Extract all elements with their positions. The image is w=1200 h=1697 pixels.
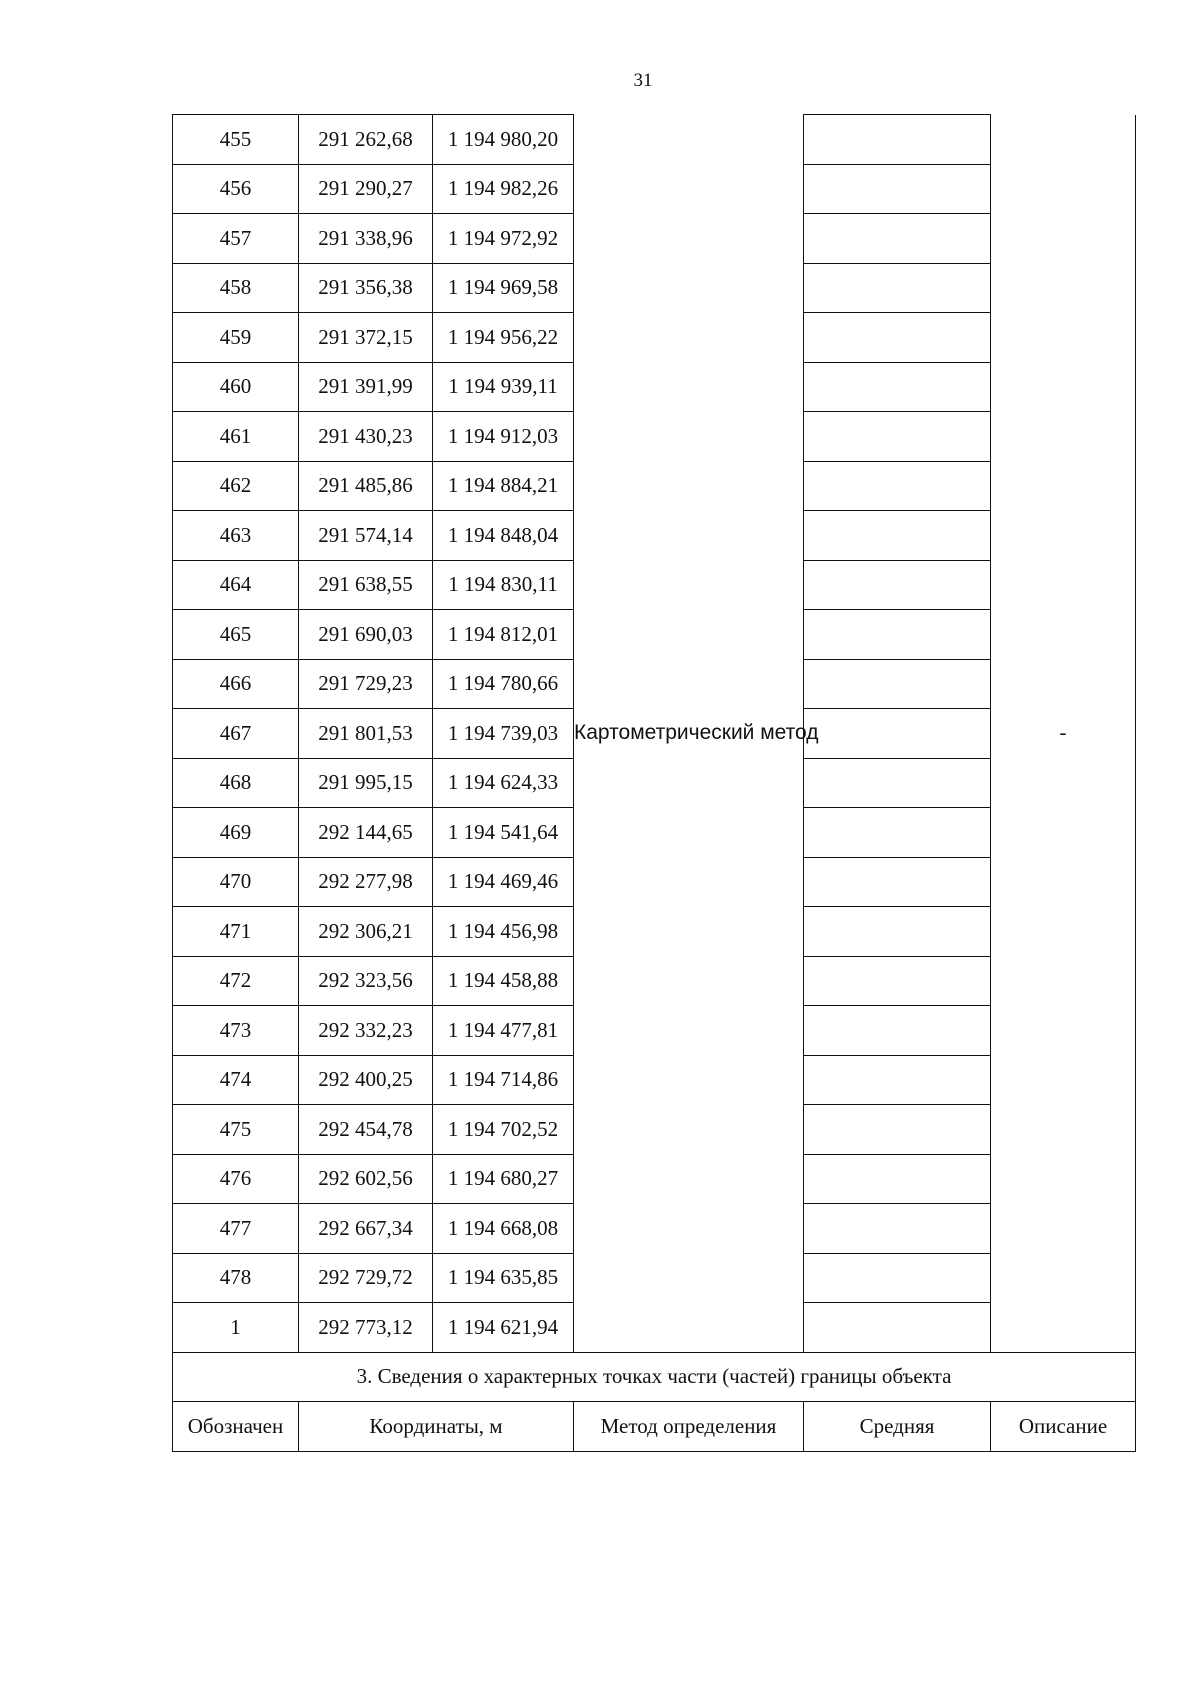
coordinate-y: 1 194 469,46 (433, 857, 574, 907)
accuracy-cell (804, 461, 991, 511)
point-number: 460 (173, 362, 299, 412)
coordinate-x: 292 602,56 (299, 1154, 433, 1204)
coordinate-x: 291 801,53 (299, 709, 433, 759)
accuracy-cell (804, 164, 991, 214)
accuracy-cell (804, 412, 991, 462)
accuracy-cell (804, 1303, 991, 1353)
section-title-row (173, 1352, 1136, 1402)
accuracy-cell (804, 1253, 991, 1303)
coordinate-x: 292 667,34 (299, 1204, 433, 1254)
coordinate-y: 1 194 812,01 (433, 610, 574, 660)
point-number: 475 (173, 1105, 299, 1155)
point-number: 464 (173, 560, 299, 610)
point-number: 466 (173, 659, 299, 709)
point-number: 455 (173, 115, 299, 165)
coordinate-y: 1 194 621,94 (433, 1303, 574, 1353)
point-number: 469 (173, 808, 299, 858)
header-description: Описание (991, 1402, 1136, 1452)
point-number: 1 (173, 1303, 299, 1353)
accuracy-cell (804, 560, 991, 610)
coordinate-x: 292 773,12 (299, 1303, 433, 1353)
coordinate-y: 1 194 912,03 (433, 412, 574, 462)
coordinate-x: 291 638,55 (299, 560, 433, 610)
point-number: 476 (173, 1154, 299, 1204)
coordinate-x: 292 144,65 (299, 808, 433, 858)
accuracy-cell (804, 907, 991, 957)
coordinate-y: 1 194 635,85 (433, 1253, 574, 1303)
header-coordinates: Координаты, м (299, 1402, 574, 1452)
coordinate-x: 291 690,03 (299, 610, 433, 660)
accuracy-cell (804, 1006, 991, 1056)
coordinate-x: 291 391,99 (299, 362, 433, 412)
coordinates-table-body (173, 115, 1136, 1452)
point-number: 471 (173, 907, 299, 957)
point-number: 474 (173, 1055, 299, 1105)
table-row (173, 115, 1136, 165)
coordinate-y: 1 194 458,88 (433, 956, 574, 1006)
point-number: 457 (173, 214, 299, 264)
coordinate-x: 291 262,68 (299, 115, 433, 165)
coordinates-table (172, 114, 1136, 1452)
coordinate-y: 1 194 830,11 (433, 560, 574, 610)
coordinate-y: 1 194 884,21 (433, 461, 574, 511)
coordinate-y: 1 194 982,26 (433, 164, 574, 214)
point-number: 463 (173, 511, 299, 561)
accuracy-cell (804, 214, 991, 264)
point-number: 468 (173, 758, 299, 808)
point-number: 458 (173, 263, 299, 313)
coordinate-x: 291 372,15 (299, 313, 433, 363)
accuracy-cell (804, 956, 991, 1006)
point-number: 462 (173, 461, 299, 511)
description-cell: - (991, 115, 1136, 1353)
point-number: 465 (173, 610, 299, 660)
section-title: 3. Сведения о характерных точках части (частей) границы объекта (173, 1352, 1136, 1402)
coordinate-y: 1 194 972,92 (433, 214, 574, 264)
point-number: 477 (173, 1204, 299, 1254)
accuracy-cell (804, 362, 991, 412)
coordinate-x: 291 574,14 (299, 511, 433, 561)
header-designation: Обозначен (173, 1402, 299, 1452)
coordinate-y: 1 194 980,20 (433, 115, 574, 165)
accuracy-cell (804, 313, 991, 363)
coordinate-x: 291 729,23 (299, 659, 433, 709)
coordinate-y: 1 194 848,04 (433, 511, 574, 561)
accuracy-cell (804, 1154, 991, 1204)
coordinate-y: 1 194 739,03 (433, 709, 574, 759)
coordinate-y: 1 194 541,64 (433, 808, 574, 858)
page-number: 31 (633, 70, 653, 91)
coordinate-x: 291 356,38 (299, 263, 433, 313)
coordinate-x: 291 430,23 (299, 412, 433, 462)
point-number: 461 (173, 412, 299, 462)
point-number: 472 (173, 956, 299, 1006)
accuracy-cell (804, 263, 991, 313)
coordinate-y: 1 194 714,86 (433, 1055, 574, 1105)
accuracy-cell (804, 1105, 991, 1155)
point-number: 467 (173, 709, 299, 759)
accuracy-cell (804, 1055, 991, 1105)
coordinate-x: 292 306,21 (299, 907, 433, 957)
point-number: 473 (173, 1006, 299, 1056)
coordinate-x: 292 323,56 (299, 956, 433, 1006)
accuracy-cell (804, 115, 991, 165)
section-header-row (173, 1402, 1136, 1452)
coordinate-x: 292 729,72 (299, 1253, 433, 1303)
coordinate-y: 1 194 969,58 (433, 263, 574, 313)
coordinate-y: 1 194 624,33 (433, 758, 574, 808)
coordinate-x: 291 995,15 (299, 758, 433, 808)
header-accuracy: Средняя (804, 1402, 991, 1452)
coordinate-y: 1 194 477,81 (433, 1006, 574, 1056)
coordinate-x: 292 454,78 (299, 1105, 433, 1155)
coordinate-x: 291 290,27 (299, 164, 433, 214)
point-number: 456 (173, 164, 299, 214)
point-number: 478 (173, 1253, 299, 1303)
coordinate-y: 1 194 939,11 (433, 362, 574, 412)
point-number: 459 (173, 313, 299, 363)
accuracy-cell (804, 511, 991, 561)
coordinate-x: 291 338,96 (299, 214, 433, 264)
coordinate-x: 292 400,25 (299, 1055, 433, 1105)
coordinate-x: 292 332,23 (299, 1006, 433, 1056)
coordinate-x: 291 485,86 (299, 461, 433, 511)
method-cell: Картометрический метод (574, 721, 819, 745)
coordinate-y: 1 194 702,52 (433, 1105, 574, 1155)
coordinate-y: 1 194 680,27 (433, 1154, 574, 1204)
accuracy-cell (804, 610, 991, 660)
accuracy-cell (804, 1204, 991, 1254)
point-number: 470 (173, 857, 299, 907)
accuracy-cell (804, 808, 991, 858)
coordinate-y: 1 194 780,66 (433, 659, 574, 709)
accuracy-cell (804, 659, 991, 709)
coordinate-y: 1 194 668,08 (433, 1204, 574, 1254)
accuracy-cell (804, 857, 991, 907)
coordinate-y: 1 194 456,98 (433, 907, 574, 957)
coordinate-x: 292 277,98 (299, 857, 433, 907)
header-method: Метод определения (574, 1402, 804, 1452)
coordinate-y: 1 194 956,22 (433, 313, 574, 363)
accuracy-cell (804, 709, 991, 759)
accuracy-cell (804, 758, 991, 808)
